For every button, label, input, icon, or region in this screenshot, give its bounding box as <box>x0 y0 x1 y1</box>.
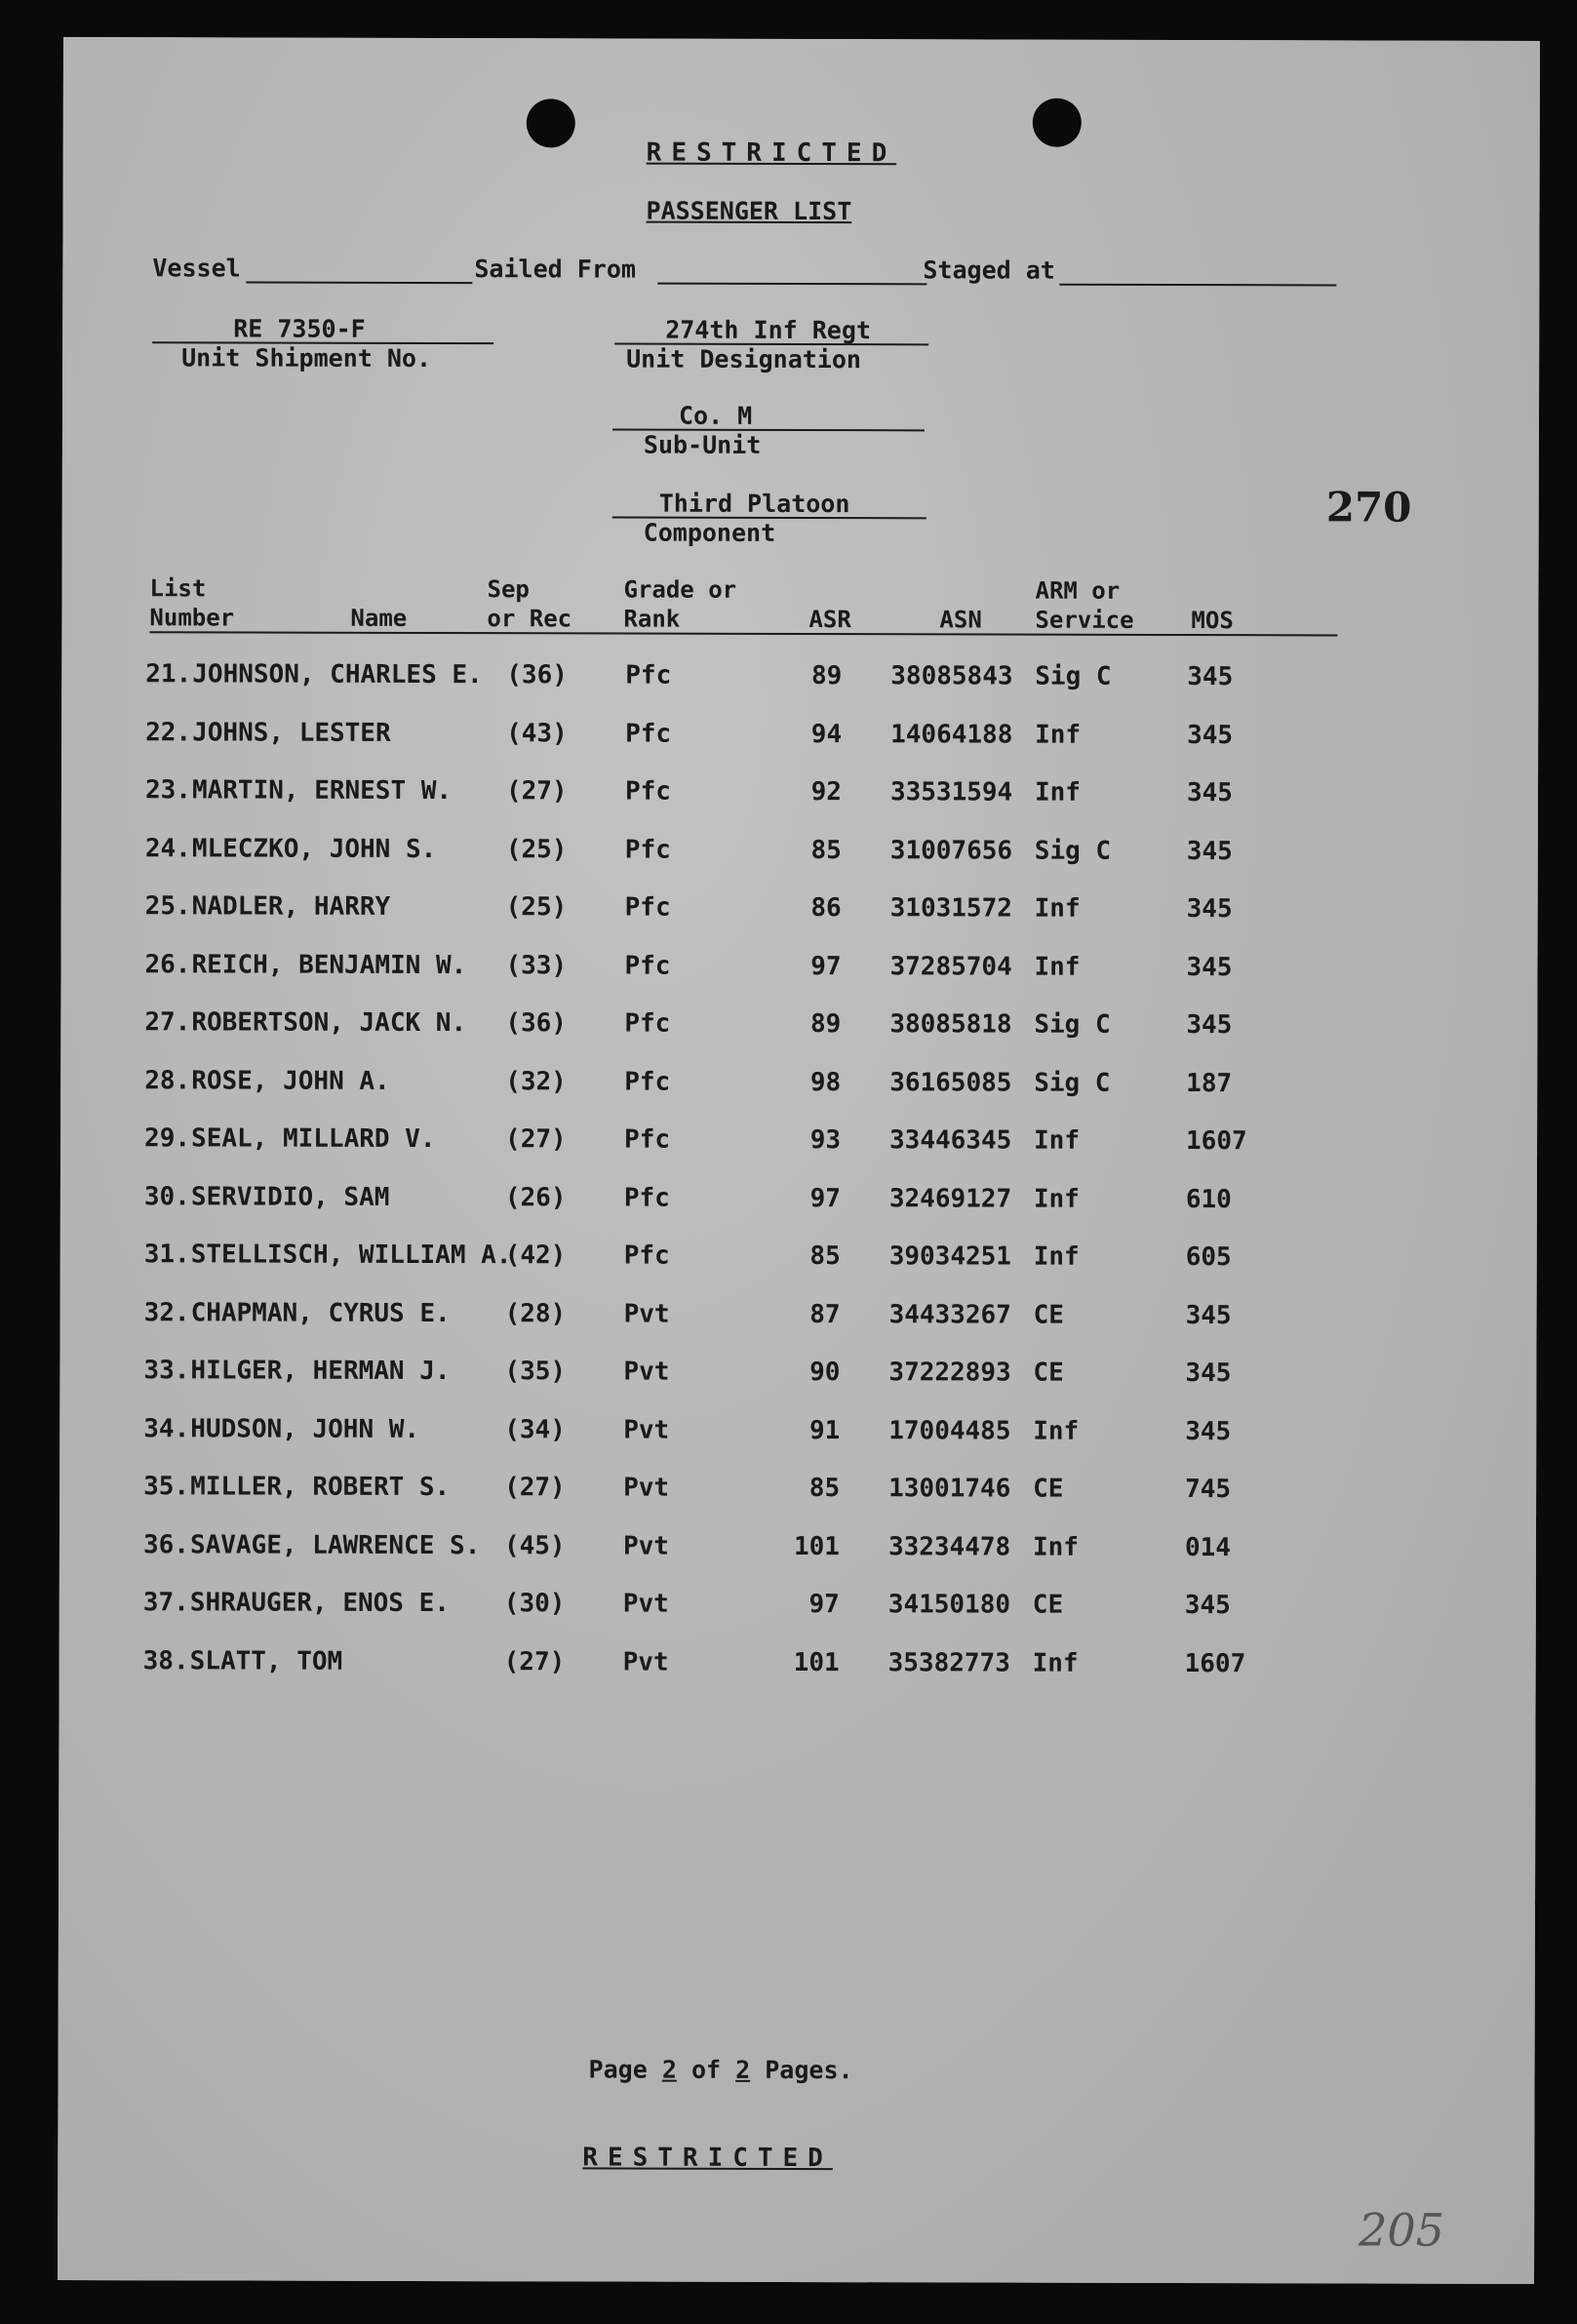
cell-asr: 97 <box>808 1590 840 1620</box>
cell-grade: Pvt <box>623 1415 670 1445</box>
cell-list-number: 28. <box>144 1065 191 1095</box>
cell-asr: 85 <box>810 835 842 865</box>
cell-list-number: 32. <box>143 1297 190 1327</box>
cell-asn: 34150180 <box>887 1590 1011 1620</box>
cell-asr: 93 <box>809 1125 842 1156</box>
handwritten-number: 205 <box>1359 2203 1445 2257</box>
cell-list-number: 33. <box>143 1356 190 1386</box>
cell-arm-or-service: CE <box>1033 1300 1064 1330</box>
of-word: of <box>690 2055 722 2084</box>
cell-asn: 37222893 <box>888 1358 1011 1388</box>
cell-name: SLATT, TOM <box>189 1645 343 1676</box>
cell-sep-or-rec: (27) <box>505 1124 567 1155</box>
cell-asr: 91 <box>808 1415 841 1445</box>
cell-asr: 97 <box>810 951 842 981</box>
cell-mos: 1607 <box>1186 1126 1247 1157</box>
pages-word: Pages. <box>765 2055 853 2085</box>
col-arm-or-service <box>1035 576 1133 635</box>
cell-asr: 98 <box>809 1067 842 1097</box>
page-indicator <box>589 2055 853 2084</box>
cell-name: REICH, BENJAMIN W. <box>191 949 467 980</box>
cell-sep-or-rec: (27) <box>503 1646 566 1676</box>
cell-name: SHRAUGER, ENOS E. <box>189 1588 450 1619</box>
cell-list-number: 21. <box>145 659 192 689</box>
cell-sep-or-rec: (36) <box>506 660 568 690</box>
cell-arm-or-service: Inf <box>1034 1125 1081 1156</box>
cell-name: MILLER, ROBERT S. <box>190 1472 451 1503</box>
cell-grade: Pfc <box>625 719 672 749</box>
cell-asn: 35382773 <box>887 1647 1010 1678</box>
col-asr: ASR <box>808 606 851 634</box>
cell-grade: Pfc <box>624 1124 671 1155</box>
list-title: PASSENGER LIST <box>646 196 852 226</box>
punch-hole-left <box>527 98 575 147</box>
page-stamp-number: 270 <box>1325 483 1412 532</box>
sailed-from-label: Sailed From <box>474 255 637 284</box>
staged-at-field-line <box>1059 284 1336 287</box>
sub-unit-value: Co. M <box>678 401 753 430</box>
page-word: Page <box>588 2055 648 2084</box>
cell-grade: Pfc <box>624 892 671 923</box>
cell-arm-or-service: Inf <box>1033 1241 1080 1272</box>
cell-mos: 345 <box>1184 1591 1231 1621</box>
cell-mos: 345 <box>1186 836 1233 866</box>
cell-grade: Pfc <box>624 1067 671 1097</box>
cell-grade: Pfc <box>624 1008 671 1039</box>
cell-name: ROBERTSON, JACK N. <box>191 1007 467 1039</box>
cell-arm-or-service: Inf <box>1034 777 1081 807</box>
cell-arm-or-service: Inf <box>1034 952 1081 982</box>
unit-designation-label: Unit Designation <box>626 344 862 374</box>
vessel-label: Vessel <box>152 254 241 283</box>
vessel-field-line <box>246 282 472 285</box>
cell-sep-or-rec: (26) <box>504 1182 567 1212</box>
cell-mos: 345 <box>1187 720 1234 750</box>
classification-footer: RESTRICTED <box>582 2143 833 2174</box>
cell-asr: 101 <box>793 1531 841 1561</box>
col-sep-line1: Sep <box>487 575 530 604</box>
col-sep-or-rec <box>487 574 572 633</box>
cell-mos: 345 <box>1186 894 1233 925</box>
cell-asn: 33531594 <box>889 777 1013 807</box>
cell-name: MLECZKO, JOHN S. <box>191 833 437 864</box>
cell-grade: Pvt <box>622 1647 669 1677</box>
cell-name: NADLER, HARRY <box>191 891 391 922</box>
cell-list-number: 36. <box>142 1529 189 1559</box>
cell-list-number: 27. <box>144 1007 191 1038</box>
cell-asr: 85 <box>809 1241 841 1272</box>
col-asn: ASN <box>939 606 982 634</box>
cell-name: SAVAGE, LAWRENCE S. <box>189 1529 481 1560</box>
cell-list-number: 38. <box>142 1645 189 1675</box>
cell-arm-or-service: CE <box>1033 1474 1064 1504</box>
cell-arm-or-service: Inf <box>1033 1184 1080 1214</box>
cell-sep-or-rec: (27) <box>504 1473 566 1503</box>
cell-name: SEAL, MILLARD V. <box>191 1123 436 1155</box>
cell-mos: 345 <box>1185 1416 1232 1446</box>
cell-mos: 345 <box>1186 1010 1233 1041</box>
cell-asn: 31031572 <box>889 893 1012 924</box>
cell-sep-or-rec: (36) <box>505 1008 568 1039</box>
classification-header: RESTRICTED <box>646 138 897 169</box>
cell-asn: 38085818 <box>889 1009 1012 1040</box>
col-sep-line2: or Rec <box>487 605 572 633</box>
cell-name: JOHNS, LESTER <box>192 717 391 748</box>
cell-mos: 014 <box>1184 1532 1231 1562</box>
staged-at-label: Staged at <box>923 256 1055 285</box>
cell-list-number: 31. <box>143 1240 190 1270</box>
cell-mos: 745 <box>1185 1475 1232 1505</box>
cell-mos: 605 <box>1185 1242 1232 1273</box>
cell-grade: Pvt <box>623 1299 670 1329</box>
cell-mos: 345 <box>1186 778 1233 808</box>
cell-asn: 33234478 <box>887 1531 1011 1562</box>
cell-asn: 36165085 <box>889 1067 1012 1098</box>
col-list-number-line2: Number <box>149 604 235 632</box>
cell-mos: 187 <box>1186 1068 1233 1098</box>
cell-asr: 97 <box>809 1183 841 1213</box>
col-arm-line2: Service <box>1035 606 1134 634</box>
col-grade-line1: Grade or <box>623 575 737 604</box>
col-grade-line2: Rank <box>623 605 681 633</box>
cell-arm-or-service: Sig C <box>1034 836 1112 866</box>
cell-asn: 32469127 <box>888 1183 1012 1214</box>
sailed-from-field-line <box>657 283 926 286</box>
cell-grade: Pfc <box>623 1183 670 1213</box>
cell-list-number: 26. <box>144 949 191 979</box>
cell-grade: Pfc <box>625 660 672 690</box>
col-list-number-line1: List <box>149 574 207 603</box>
cell-grade: Pvt <box>622 1589 669 1619</box>
cell-asr: 87 <box>809 1299 841 1329</box>
cell-mos: 345 <box>1186 952 1233 982</box>
cell-asn: 33446345 <box>889 1125 1012 1156</box>
cell-sep-or-rec: (43) <box>506 718 568 748</box>
cell-sep-or-rec: (34) <box>504 1414 566 1444</box>
page-current: 2 <box>661 2055 677 2084</box>
cell-asr: 90 <box>809 1358 841 1388</box>
cell-grade: Pfc <box>623 1241 670 1271</box>
cell-name: CHAPMAN, CYRUS E. <box>190 1297 451 1328</box>
cell-asn: 38085843 <box>890 661 1013 691</box>
cell-name: MARTIN, ERNEST W. <box>191 775 453 807</box>
cell-mos: 345 <box>1187 662 1234 692</box>
col-grade-or-rank <box>623 575 736 634</box>
cell-asr: 92 <box>810 777 843 807</box>
cell-asn: 31007656 <box>889 835 1013 866</box>
col-mos: MOS <box>1191 607 1234 635</box>
cell-sep-or-rec: (28) <box>504 1298 567 1328</box>
punch-hole-right <box>1033 98 1082 147</box>
cell-name: STELLISCH, WILLIAM A. <box>190 1240 512 1271</box>
cell-list-number: 22. <box>145 717 192 747</box>
cell-asr: 89 <box>810 1009 842 1040</box>
cell-name: JOHNSON, CHARLES E. <box>192 659 483 690</box>
unit-shipment-no-value: RE 7350-F <box>233 314 366 343</box>
document-page <box>58 37 1540 2284</box>
cell-list-number: 35. <box>143 1472 190 1502</box>
cell-sep-or-rec: (27) <box>505 776 568 807</box>
unit-shipment-no-label: Unit Shipment No. <box>181 343 432 374</box>
cell-asn: 13001746 <box>888 1474 1011 1504</box>
cell-sep-or-rec: (25) <box>505 834 568 864</box>
cell-asn: 39034251 <box>888 1241 1012 1272</box>
cell-sep-or-rec: (45) <box>503 1530 566 1560</box>
cell-arm-or-service: Inf <box>1032 1532 1079 1562</box>
cell-list-number: 24. <box>144 833 191 863</box>
cell-arm-or-service: CE <box>1032 1590 1064 1620</box>
cell-arm-or-service: CE <box>1033 1358 1064 1388</box>
cell-grade: Pfc <box>624 835 671 865</box>
cell-sep-or-rec: (33) <box>505 950 568 980</box>
cell-grade: Pvt <box>623 1473 670 1503</box>
cell-sep-or-rec: (32) <box>505 1066 567 1096</box>
cell-arm-or-service: Sig C <box>1035 661 1112 691</box>
cell-asr: 89 <box>810 661 843 691</box>
cell-arm-or-service: Inf <box>1032 1648 1079 1678</box>
cell-sep-or-rec: (35) <box>504 1357 567 1387</box>
cell-grade: Pfc <box>624 776 671 807</box>
cell-list-number: 25. <box>144 891 191 922</box>
cell-grade: Pvt <box>623 1357 670 1387</box>
cell-list-number: 29. <box>144 1123 191 1154</box>
cell-list-number: 30. <box>143 1181 190 1211</box>
cell-name: SERVIDIO, SAM <box>190 1181 390 1212</box>
component-label: Component <box>643 518 776 547</box>
sub-unit-label: Sub-Unit <box>643 430 762 459</box>
cell-mos: 345 <box>1185 1359 1232 1389</box>
cell-name: HILGER, HERMAN J. <box>190 1356 451 1387</box>
cell-grade: Pfc <box>624 951 671 981</box>
unit-designation-value: 274th Inf Regt <box>665 315 871 345</box>
cell-grade: Pvt <box>622 1531 669 1561</box>
cell-arm-or-service: Inf <box>1034 893 1081 924</box>
cell-arm-or-service: Sig C <box>1034 1009 1111 1040</box>
cell-arm-or-service: Inf <box>1033 1416 1080 1446</box>
cell-mos: 610 <box>1185 1184 1232 1214</box>
page-total: 2 <box>735 2055 751 2084</box>
cell-asr: 85 <box>808 1474 841 1504</box>
cell-asr: 101 <box>793 1647 840 1677</box>
col-list-number <box>149 573 234 632</box>
cell-name: HUDSON, JOHN W. <box>190 1413 420 1444</box>
cell-list-number: 37. <box>142 1588 189 1618</box>
cell-sep-or-rec: (42) <box>504 1241 567 1271</box>
cell-list-number: 34. <box>143 1413 190 1443</box>
cell-list-number: 23. <box>144 775 191 806</box>
cell-name: ROSE, JOHN A. <box>191 1065 390 1096</box>
component-value: Third Platoon <box>658 489 850 519</box>
cell-asn: 17004485 <box>888 1415 1011 1446</box>
cell-mos: 345 <box>1185 1300 1232 1330</box>
cell-asn: 34433267 <box>888 1299 1011 1330</box>
cell-sep-or-rec: (25) <box>505 892 568 923</box>
cell-asr: 86 <box>810 893 842 924</box>
cell-asr: 94 <box>810 719 843 749</box>
cell-arm-or-service: Inf <box>1035 720 1082 750</box>
col-name: Name <box>350 604 408 632</box>
cell-mos: 1607 <box>1184 1648 1246 1678</box>
cell-sep-or-rec: (30) <box>503 1589 566 1619</box>
cell-arm-or-service: Sig C <box>1034 1068 1111 1098</box>
cell-asn: 14064188 <box>890 719 1013 750</box>
cell-asn: 37285704 <box>889 951 1012 982</box>
col-arm-line1: ARM or <box>1035 576 1121 605</box>
header-underline <box>149 631 1337 636</box>
